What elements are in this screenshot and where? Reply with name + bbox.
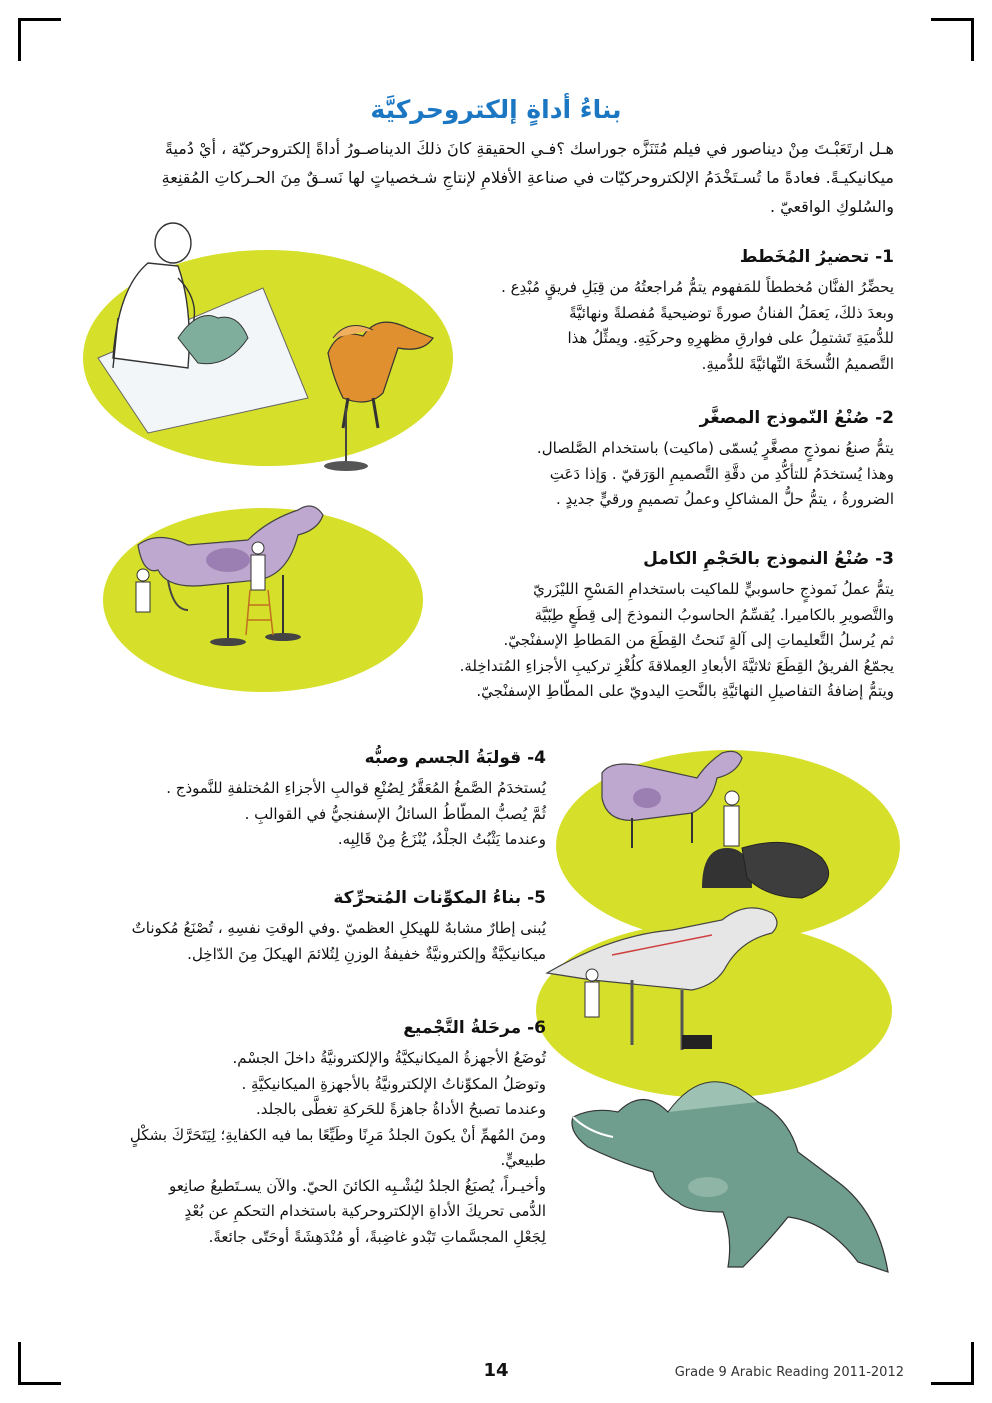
step-5-section	[96, 888, 546, 967]
step-3-section	[334, 549, 894, 705]
step-text-line: يُبنى إطارٌ مشابهٌ للهيكلِ العظميّ .وفي الوقتِ نفسِهِ ، تُصْنَعُ مُكوناتٌ	[131, 919, 546, 937]
page-title: بناءُ أداةٍ إلكتروحركيَّة	[370, 94, 622, 124]
intro-line: ميكانيكيـةً. فعادةً ما تُسـتَخْدَمُ الإلكتروحركيّات في صناعةِ الأفلامِ لإنتاجِ شـخصياتٍ لها نَسـقٌ مِنَ الحـركاتِ المُقنِعةِ	[161, 168, 894, 187]
control-box	[682, 1035, 712, 1049]
worker-figure	[136, 569, 150, 612]
worker-figure	[585, 969, 599, 1017]
step-text-line: لِجَعْلِ المجسَّماتِ تَبْدو غاضِبةً، أو مُنْدَهِشَةً أوحَتّى جائعةً.	[208, 1227, 546, 1246]
intro-line: هـل ارتَعَبْـتَ مِنْ ديناصور في فيلم مُتَنَزَّه جوراسك ؟فـي الحقيقةِ كانَ ذلكَ الديناصـورُ أداةً إلكتروحركيّة ، أيْ دُميةً	[164, 139, 894, 158]
step-3-heading: 3- صُنْعُ النموذج بالحَجْمِ الكامل	[643, 549, 894, 569]
step-text-line: للدُّميَةِ تَشتمِلُ على فوارقِ مظهرِهِ وحركَتِهِ. ويمثِّلُ هذا	[567, 329, 894, 347]
step-text-line: وتوصَلُ المكوِّناتُ الإلكترونيَّةُ بالأجهزةِ الميكانيكيَّةِ .	[241, 1074, 546, 1093]
step-1-section	[424, 247, 894, 377]
step-text-line: الدُّمى تحريكَ الأداةِ الإلكتروحركية باستخدام التحكمِ عن بُعْدٍ	[184, 1202, 546, 1220]
step-6-heading: 6- مرحَلةُ التَّجْميع	[403, 1018, 546, 1038]
footer-grade-label: Grade 9 Arabic Reading 2011-2012	[674, 1365, 904, 1380]
step-text-line: طبيعيٍّ.	[500, 1151, 546, 1169]
step-text-line: وعندما يَثْبُتُ الجلْدُ، يُنْزَعُ مِنْ قَالِبِه.	[337, 830, 546, 848]
step-2-heading: 2- صُنْعُ النّموذج المصغَّر	[699, 408, 894, 428]
green-dinosaur	[572, 1082, 888, 1272]
worker-figure	[724, 791, 739, 846]
step-text-line: يجمّعُ الفريقُ القِطَعَ ثلاثيَّةَ الأبعادِ العِملاقةَ كلُغْزِ تركيبِ الأجزاءِ المُتداخِلة.	[459, 656, 894, 675]
step-text-line: يحضِّرُ الفنَّان مُخططاً للمَفهوم يتمُّ مُراجعتُهُ من قِبَلِ فريقٍ مُبْدِع .	[501, 278, 894, 296]
step-text-line: ثُمَّ يُصبُّ المطّاطُ السائلُ الإسفنجيُّ في القوالبِ .	[244, 804, 546, 823]
step-2-section	[464, 408, 894, 513]
step-text-line: ميكانيكيَّةٌ وإلكترونيَّةٌ خفيفةُ الوزنِ لِتُلائمَ الهيكلَ مِنَ الدّاخِل.	[187, 944, 546, 963]
illustration-artist-sketch	[78, 218, 456, 480]
step-text-line: يتمُّ عملُ نَموذجٍ حاسوبيٍّ للماكيت باستخدامِ المَسْحِ الليْزَريّ	[533, 580, 894, 598]
step-text-line: يتمُّ صنعُ نموذجٍ مصغَّرٍ يُسمّى (ماكيت) باستخدام الصَّلصال.	[536, 439, 894, 457]
intro-paragraph	[92, 134, 894, 221]
step-text-line: تُوضَعُ الأجهزةُ الميكانيكيَّةُ والإلكترونيَّةُ داخلَ الجسْم.	[232, 1049, 546, 1067]
step-text-line: التَّصميمُ النُّسخَةَ النِّهائيَّةَ للدُّميةِ.	[701, 354, 894, 373]
crop-mark-top-right	[931, 18, 974, 61]
step-6-section	[96, 1018, 546, 1250]
page-number: 14	[483, 1360, 509, 1381]
step-text-line: وهذا يُستخدَمُ للتأكُّدِ من دقَّةِ التَّصميمِ الوَرَقيّ . وَإذا دَعَتِ	[549, 464, 894, 483]
artist-head	[155, 223, 191, 263]
intro-line: والسُلوكِ الواقعيّ .	[769, 197, 894, 216]
step-text-line: ويتمُّ إضافةُ التفاصيلِ النهائيَّةِ بالنَّحتِ اليدويّ على المطّاطِ الإسفنْجيّ.	[476, 682, 894, 700]
step-text-line: وبعدَ ذلكَ، يَعمَلُ الفنانُ صورةً توضيحيةً مُفصلةً ونهائيَّةً	[569, 303, 894, 322]
step-5-heading: 5- بناءُ المكوِّنات المُتحرِّكة	[333, 888, 546, 908]
step-text-line: ثم يُرسلُ التَّعليماتِ إلى آلةٍ تَنحتُ القِطَعَ من المَطاطِ الإسفنْجيّ.	[503, 631, 894, 649]
step-text-line: وعندما تصبحُ الأداةُ جاهزةً للحَركةِ تغطَّى بالجلد.	[255, 1100, 546, 1118]
crop-mark-top-left	[18, 18, 61, 61]
step-4-section	[96, 748, 546, 853]
step-text-line: والتَّصويرِ بالكاميرا. يُقسِّمُ الحاسوبُ النموذجَ إلى قِطَعٍ طِبّيَّة	[534, 605, 894, 624]
step-text-line: الضرورةُ ، يتمُّ حلُّ المشاكلِ وعملُ تصميمٍ ورقيٍّ جديدٍ .	[555, 490, 894, 508]
illustration-finished-dinosaur	[558, 1052, 896, 1280]
step-1-heading: 1- تحضيرُ المُخَطط	[739, 247, 894, 267]
step-text-line: يُستخدَمُ الصَّمغُ المُعَقَّرُ لِصُنْعِ قوالبِ الأجزاءِ المُختلفةِ للنَّموذج .	[166, 779, 546, 797]
step-text-line: ومنَ المُهمِّ أنْ يكونَ الجلدُ مَرِنًا وطَيِّعًا بما فيه الكفايةِ؛ لِيَتَحَرَّكَ بشكْلٍ	[129, 1125, 546, 1144]
step-text-line: وأخيـراً، يُصبَغُ الجلدُ ليُشْـبِه الكائنَ الحيّ. والآن يسـتَطيعُ صانِعو	[168, 1176, 546, 1195]
step-4-heading: 4- قولبَةُ الجسم وصبُّه	[364, 748, 546, 768]
